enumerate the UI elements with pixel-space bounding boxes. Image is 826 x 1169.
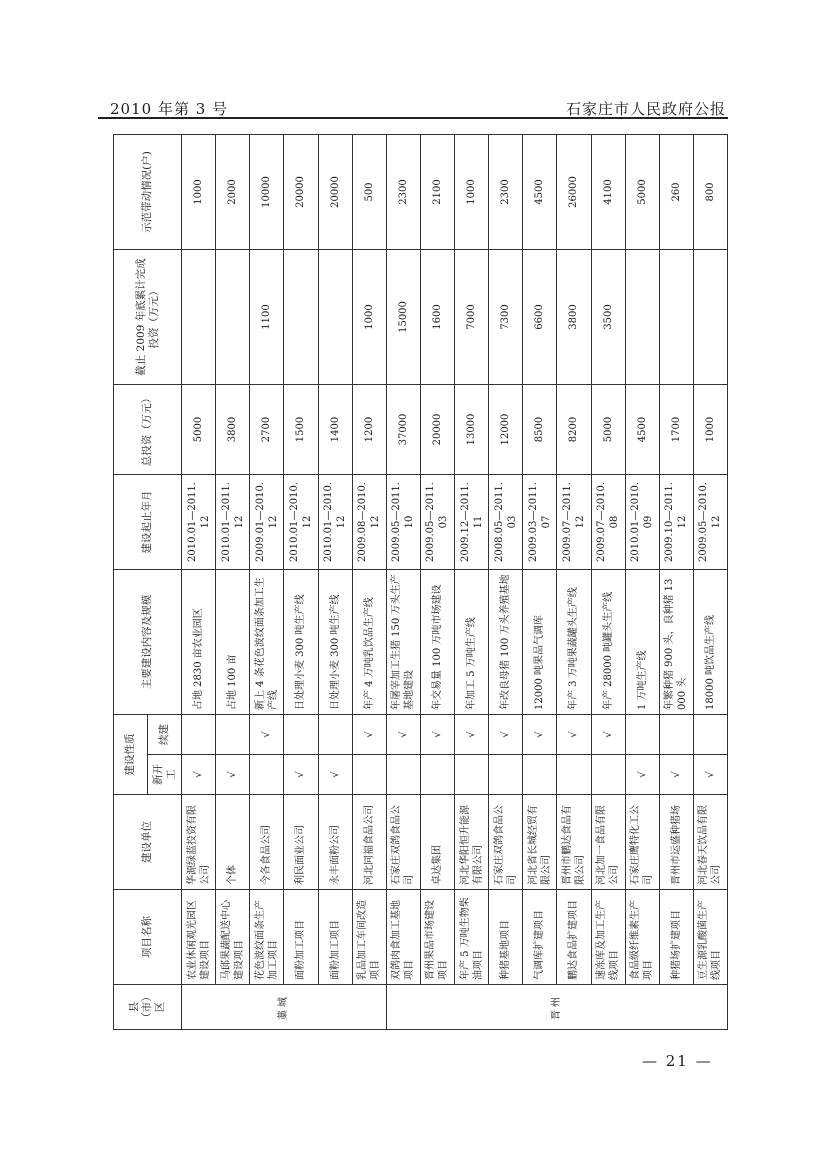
households: 1000 (455, 135, 489, 250)
header-nature: 建设性质 (114, 715, 148, 795)
table-row (523, 135, 557, 1030)
new-mark: √ (182, 755, 216, 795)
construction-unit: 个体 (216, 795, 250, 890)
completed-investment: 3500 (591, 250, 625, 385)
period: 2008.05—2011.03 (489, 475, 523, 570)
completed-investment (182, 250, 216, 385)
households: 4500 (523, 135, 557, 250)
households: 2300 (386, 135, 420, 250)
main-content: 新上 4 条花色波纹面条加工生产线 (250, 570, 284, 715)
construction-unit: 永丰面粉公司 (318, 795, 352, 890)
continue-mark (625, 715, 659, 755)
county-cell: 晋州 (386, 985, 727, 1030)
total-investment: 20000 (420, 385, 454, 475)
construction-unit: 河北加一食品有限公司 (591, 795, 625, 890)
period: 2010.01—2011.12 (216, 475, 250, 570)
continue-mark: √ (386, 715, 420, 755)
project-name: 气调库扩建项目 (523, 890, 557, 985)
completed-investment: 1000 (352, 250, 386, 385)
issue-label: 2010 年第 3 号 (110, 100, 229, 118)
period: 2010.01—2011.12 (182, 475, 216, 570)
project-name: 马邱果蔬配送中心建设项目 (216, 890, 250, 985)
main-content: 日处理小麦 300 吨生产线 (318, 570, 352, 715)
households: 4100 (591, 135, 625, 250)
continue-mark: √ (250, 715, 284, 755)
total-investment: 5000 (182, 385, 216, 475)
period: 2009.05—2010.12 (693, 475, 727, 570)
new-mark: √ (625, 755, 659, 795)
construction-unit: 华源绿蓝投资有限公司 (182, 795, 216, 890)
households: 20000 (284, 135, 318, 250)
total-investment: 13000 (455, 385, 489, 475)
continue-mark: √ (523, 715, 557, 755)
table-row (284, 135, 318, 1030)
new-mark: √ (216, 755, 250, 795)
total-investment: 1000 (693, 385, 727, 475)
new-mark (455, 755, 489, 795)
continue-mark (284, 715, 318, 755)
construction-unit: 石家庄鹰特化工公司 (625, 795, 659, 890)
period: 2009.12—2011.11 (455, 475, 489, 570)
construction-unit: 利民面业公司 (284, 795, 318, 890)
continue-mark: √ (591, 715, 625, 755)
period: 2009.05—2011.03 (420, 475, 454, 570)
completed-investment: 1100 (250, 250, 284, 385)
period: 2010.01—2010.12 (318, 475, 352, 570)
table-row (216, 135, 250, 1030)
table-row (182, 135, 216, 1030)
project-name: 食品级纤维素生产项目 (625, 890, 659, 985)
continue-mark: √ (352, 715, 386, 755)
total-investment: 12000 (489, 385, 523, 475)
table-row (659, 135, 693, 1030)
households: 26000 (557, 135, 591, 250)
table-row (591, 135, 625, 1030)
continue-mark (182, 715, 216, 755)
new-mark (591, 755, 625, 795)
construction-unit: 河北同福食品公司 (352, 795, 386, 890)
rotated-table-container (113, 135, 728, 1030)
households: 260 (659, 135, 693, 250)
households: 2100 (420, 135, 454, 250)
header-completed: 截止 2009 年底累计完成投资（万元） (114, 250, 182, 385)
completed-investment (216, 250, 250, 385)
households: 2300 (489, 135, 523, 250)
households: 800 (693, 135, 727, 250)
completed-investment: 15000 (386, 250, 420, 385)
main-content: 年产 28000 吨罐头生产线 (591, 570, 625, 715)
table-row (386, 135, 420, 1030)
project-name: 年产 5 万吨生物柴油项目 (455, 890, 489, 985)
total-investment: 37000 (386, 385, 420, 475)
period: 2009.01—2010.12 (250, 475, 284, 570)
total-investment: 1200 (352, 385, 386, 475)
main-content: 年交易量 100 万吨市场建设 (420, 570, 454, 715)
main-content: 年产 3 万吨果蔬罐头生产线 (557, 570, 591, 715)
header-content: 主要建设内容及规模 (114, 570, 182, 715)
project-name: 花色波纹面条生产加工项目 (250, 890, 284, 985)
project-name: 面粉加工项目 (318, 890, 352, 985)
construction-unit: 石家庄双鸽食品公司 (489, 795, 523, 890)
period: 2009.07—2011.12 (557, 475, 591, 570)
main-content: 日处理小麦 300 吨生产线 (284, 570, 318, 715)
construction-unit: 卓达集团 (420, 795, 454, 890)
continue-mark: √ (420, 715, 454, 755)
main-content: 18000 吨饮品生产线 (693, 570, 727, 715)
county-cell: 藁城 (182, 985, 387, 1030)
new-mark (352, 755, 386, 795)
main-content: 12000 吨果品气调库 (523, 570, 557, 715)
new-mark (386, 755, 420, 795)
project-name: 鹏达食品扩建项目 (557, 890, 591, 985)
period: 2009.10—2011.12 (659, 475, 693, 570)
completed-investment: 1600 (420, 250, 454, 385)
main-content: 年产 4 万吨乳饮品生产线 (352, 570, 386, 715)
header-project: 项目名称 (114, 890, 182, 985)
completed-investment: 7000 (455, 250, 489, 385)
construction-unit: 河北华阳恒升能源有限公司 (455, 795, 489, 890)
main-content: 占地 2830 亩农业园区 (182, 570, 216, 715)
total-investment: 1500 (284, 385, 318, 475)
construction-unit: 晋州市运盛种猪场 (659, 795, 693, 890)
completed-investment (625, 250, 659, 385)
continue-mark (693, 715, 727, 755)
header-continue: 续建 (148, 715, 182, 755)
households: 20000 (318, 135, 352, 250)
table-row (420, 135, 454, 1030)
table-row (557, 135, 591, 1030)
completed-investment (693, 250, 727, 385)
page-number: — 21 — (642, 1052, 713, 1070)
completed-investment (284, 250, 318, 385)
header-county: 县（市）区 (114, 985, 182, 1030)
new-mark (250, 755, 284, 795)
continue-mark: √ (489, 715, 523, 755)
gazette-title: 石家庄市人民政府公报 (565, 100, 726, 118)
project-name: 种猪基地项目 (489, 890, 523, 985)
project-table (113, 134, 728, 1030)
project-name: 豆生源乳酸菌生产线项目 (693, 890, 727, 985)
completed-investment (659, 250, 693, 385)
households: 2000 (216, 135, 250, 250)
construction-unit: 河北省长城经贸有限公司 (523, 795, 557, 890)
period: 2010.01—2010.09 (625, 475, 659, 570)
table-row (318, 135, 352, 1030)
header-new: 新开工 (148, 755, 182, 795)
new-mark: √ (693, 755, 727, 795)
households: 1000 (182, 135, 216, 250)
total-investment: 8500 (523, 385, 557, 475)
project-name: 双鸽肉食加工基地项目 (386, 890, 420, 985)
header-period: 建设起止年月 (114, 475, 182, 570)
period: 2010.01—2010.12 (284, 475, 318, 570)
table-row (455, 135, 489, 1030)
continue-mark (216, 715, 250, 755)
period: 2009.08—2010.12 (352, 475, 386, 570)
new-mark: √ (284, 755, 318, 795)
main-content: 占地 100 亩 (216, 570, 250, 715)
project-name: 面粉加工项目 (284, 890, 318, 985)
construction-unit: 河北春天饮品有限公司 (693, 795, 727, 890)
completed-investment: 3800 (557, 250, 591, 385)
header-rule (98, 117, 728, 119)
total-investment: 1400 (318, 385, 352, 475)
new-mark: √ (318, 755, 352, 795)
construction-unit: 晋州市鹏达食品有限公司 (557, 795, 591, 890)
project-name: 晋州果品市场建设项目 (420, 890, 454, 985)
main-content: 年屠宰加工生猪 150 万头生产基地建设 (386, 570, 420, 715)
project-name: 速冻库及加工生产线项目 (591, 890, 625, 985)
table-row (250, 135, 284, 1030)
new-mark (420, 755, 454, 795)
main-content: 年繁种猪 900 头，良种猪 13000 头 (659, 570, 693, 715)
construction-unit: 今各食品公司 (250, 795, 284, 890)
completed-investment: 6600 (523, 250, 557, 385)
table-row (489, 135, 523, 1030)
header-households: 示范带动情况(户) (114, 135, 182, 250)
table-row (625, 135, 659, 1030)
new-mark (489, 755, 523, 795)
new-mark (523, 755, 557, 795)
project-name: 农业休闲观光园区建设项目 (182, 890, 216, 985)
project-name: 乳品加工车间改造项目 (352, 890, 386, 985)
total-investment: 8200 (557, 385, 591, 475)
continue-mark (318, 715, 352, 755)
header-unit: 建设单位 (114, 795, 182, 890)
new-mark: √ (659, 755, 693, 795)
main-content: 1 万吨生产线 (625, 570, 659, 715)
households: 5000 (625, 135, 659, 250)
completed-investment (318, 250, 352, 385)
period: 2009.07—2010.08 (591, 475, 625, 570)
continue-mark: √ (455, 715, 489, 755)
households: 500 (352, 135, 386, 250)
total-investment: 3800 (216, 385, 250, 475)
period: 2009.03—2011.07 (523, 475, 557, 570)
continue-mark: √ (557, 715, 591, 755)
project-name: 种猪场扩建项目 (659, 890, 693, 985)
total-investment: 5000 (591, 385, 625, 475)
period: 2009.05—2011.10 (386, 475, 420, 570)
header-total: 总投资（万元） (114, 385, 182, 475)
completed-investment: 7300 (489, 250, 523, 385)
total-investment: 2700 (250, 385, 284, 475)
total-investment: 1700 (659, 385, 693, 475)
table-row (693, 135, 727, 1030)
main-content: 年加工 5 万吨生产线 (455, 570, 489, 715)
table-row (352, 135, 386, 1030)
new-mark (557, 755, 591, 795)
total-investment: 4500 (625, 385, 659, 475)
construction-unit: 石家庄双鸽食品公司 (386, 795, 420, 890)
continue-mark (659, 715, 693, 755)
households: 10000 (250, 135, 284, 250)
main-content: 年改良母猪 100 万头养殖基地 (489, 570, 523, 715)
